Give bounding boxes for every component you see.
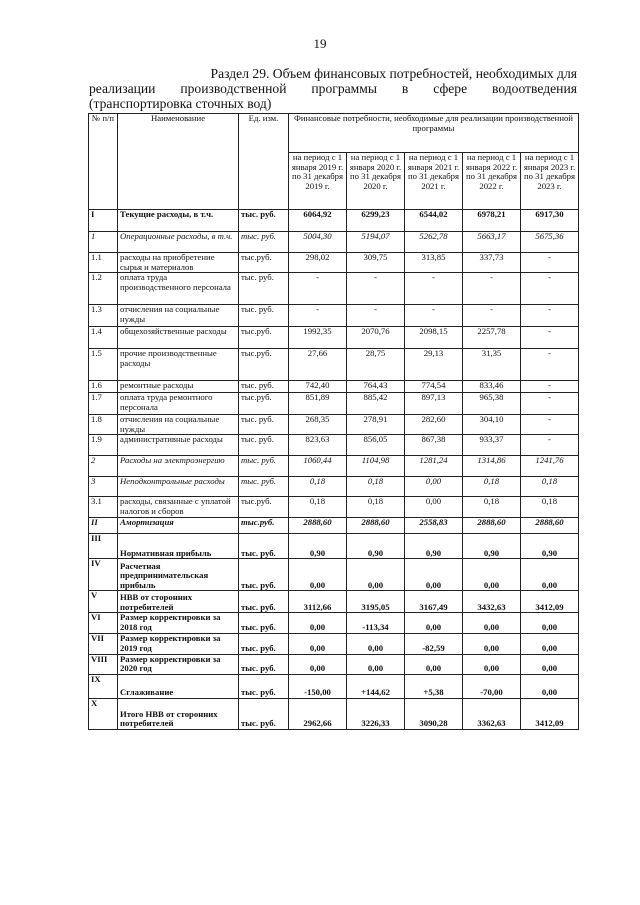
row-name: Операционные расходы, в т.ч. (118, 232, 239, 253)
row-unit: тыс. руб. (239, 633, 289, 654)
financial-needs-table (88, 113, 579, 730)
row-unit: тыс. руб. (239, 435, 289, 456)
page-number: 19 (313, 36, 327, 51)
row-name: Размер корректировки за 2019 год (118, 633, 239, 654)
row-value: 0,00 (521, 654, 579, 674)
row-value: 304,10 (463, 415, 521, 435)
table-row (89, 435, 579, 456)
row-value: 0,18 (289, 477, 347, 497)
row-value: 2098,15 (405, 327, 463, 349)
row-value: 0,90 (405, 534, 463, 559)
table-row (89, 698, 579, 729)
row-value: 3412,09 (521, 698, 579, 729)
row-value: 0,18 (521, 497, 579, 518)
row-unit: тыс. руб. (239, 559, 289, 591)
row-number: IX (89, 674, 118, 698)
row-value: 5262,78 (405, 232, 463, 253)
row-value: 0,00 (289, 633, 347, 654)
row-value: 1104,98 (347, 456, 405, 477)
row-value: 268,35 (289, 415, 347, 435)
row-value: 3412,09 (521, 591, 579, 613)
row-value: 851,89 (289, 393, 347, 415)
row-value: 0,00 (405, 559, 463, 591)
row-value: 278,91 (347, 415, 405, 435)
row-value: 0,00 (463, 613, 521, 633)
row-unit: тыс.руб. (239, 518, 289, 534)
period-header: на период с 1 января 2019 г. по 31 декабря 2019 г. (289, 153, 347, 210)
row-unit: тыс. руб. (239, 654, 289, 674)
row-value: 3167,49 (405, 591, 463, 613)
row-value: 6064,92 (289, 210, 347, 232)
row-number: 1.9 (89, 435, 118, 456)
row-value: 2070,76 (347, 327, 405, 349)
row-number: 1.8 (89, 415, 118, 435)
row-unit: тыс. руб. (239, 698, 289, 729)
table-row (89, 327, 579, 349)
row-unit: тыс. руб. (239, 674, 289, 698)
row-value: 774,54 (405, 381, 463, 393)
row-number: 3 (89, 477, 118, 497)
header-row (89, 114, 579, 153)
table-row (89, 415, 579, 435)
row-value: 0,00 (521, 674, 579, 698)
row-value: 298,02 (289, 253, 347, 273)
row-unit: тыс.руб. (239, 327, 289, 349)
row-number: V (89, 591, 118, 613)
row-name: Расчетная предпринимательская прибыль (118, 559, 239, 591)
row-number: VIII (89, 654, 118, 674)
row-number: VI (89, 613, 118, 633)
row-number: 1.5 (89, 349, 118, 381)
row-name: Сглаживание (118, 674, 239, 698)
table-row (89, 518, 579, 534)
table-row (89, 497, 579, 518)
row-name: общехозяйственные расходы (118, 327, 239, 349)
row-value: 0,00 (347, 633, 405, 654)
col-name-header: Наименование (118, 114, 239, 210)
group-header: Финансовые потребности, необходимые для реализации производственной программы (289, 114, 579, 153)
row-value: 0,00 (405, 477, 463, 497)
row-name: прочие производственные расходы (118, 349, 239, 381)
row-value: - (347, 273, 405, 305)
row-value: 5663,17 (463, 232, 521, 253)
row-unit: тыс. руб. (239, 273, 289, 305)
row-unit: тыс. руб. (239, 534, 289, 559)
period-header: на период с 1 января 2023 г. по 31 декабря 2023 г. (521, 153, 579, 210)
row-name: административные расходы (118, 435, 239, 456)
row-number: 1.4 (89, 327, 118, 349)
row-value: 2888,60 (347, 518, 405, 534)
section-heading (89, 66, 577, 111)
row-unit: тыс. руб. (239, 415, 289, 435)
row-value: 0,90 (289, 534, 347, 559)
row-value: 3090,28 (405, 698, 463, 729)
row-value: - (347, 305, 405, 327)
row-value: 0,00 (347, 559, 405, 591)
row-value: 0,00 (405, 654, 463, 674)
row-value: 856,05 (347, 435, 405, 456)
heading-word: водоотведения (492, 81, 577, 96)
row-value: 2888,60 (463, 518, 521, 534)
row-value: 0,00 (521, 633, 579, 654)
row-value: 31,35 (463, 349, 521, 381)
row-value: - (521, 415, 579, 435)
row-unit: тыс.руб. (239, 497, 289, 518)
row-value: 965,38 (463, 393, 521, 415)
row-value: 2888,60 (289, 518, 347, 534)
row-value: - (289, 273, 347, 305)
row-number: 1.2 (89, 273, 118, 305)
row-name: расходы на приобретение сырья и материалов (118, 253, 239, 273)
row-value: 0,18 (289, 497, 347, 518)
row-value: 3362,63 (463, 698, 521, 729)
row-name: Амортизация (118, 518, 239, 534)
row-name: оплата труда ремонтного персонала (118, 393, 239, 415)
row-value: - (521, 435, 579, 456)
row-value: 29,13 (405, 349, 463, 381)
row-value: 0,00 (405, 613, 463, 633)
table-row (89, 633, 579, 654)
row-value: 764,43 (347, 381, 405, 393)
table-row (89, 349, 579, 381)
row-value: 6917,30 (521, 210, 579, 232)
row-value: 2257,78 (463, 327, 521, 349)
row-name: Размер корректировки за 2020 год (118, 654, 239, 674)
row-name: ремонтные расходы (118, 381, 239, 393)
row-name: расходы, связанные с уплатой налогов и сборов (118, 497, 239, 518)
row-value: 0,00 (289, 559, 347, 591)
row-number: 1.1 (89, 253, 118, 273)
row-value: 0,00 (521, 613, 579, 633)
row-name: отчисления на социальные нужды (118, 305, 239, 327)
row-value: 1241,76 (521, 456, 579, 477)
row-value: - (521, 381, 579, 393)
row-name: Текущие расходы, в т.ч. (118, 210, 239, 232)
row-unit: тыс.руб. (239, 253, 289, 273)
table-row (89, 273, 579, 305)
row-value: 6978,21 (463, 210, 521, 232)
row-value: 0,00 (463, 559, 521, 591)
row-value: - (463, 305, 521, 327)
row-value: 0,00 (463, 633, 521, 654)
row-unit: тыс. руб. (239, 477, 289, 497)
heading-line-3: (транспортировка сточных вод) (89, 96, 272, 111)
row-value: - (405, 305, 463, 327)
row-value: -82,59 (405, 633, 463, 654)
row-value: 0,00 (405, 497, 463, 518)
row-number: X (89, 698, 118, 729)
row-value: -70,00 (463, 674, 521, 698)
heading-line-1: Раздел 29. Объем финансовых потребностей, необходимых для (210, 66, 577, 81)
row-value: 282,60 (405, 415, 463, 435)
row-value: 1060,44 (289, 456, 347, 477)
row-value: 28,75 (347, 349, 405, 381)
heading-word: сфере (433, 81, 468, 96)
row-number: 1.7 (89, 393, 118, 415)
period-header: на период с 1 января 2020 г. по 31 декабря 2020 г. (347, 153, 405, 210)
row-name: Итого НВВ от сторонних потребителей (118, 698, 239, 729)
heading-word: производственной (180, 81, 287, 96)
table-row (89, 591, 579, 613)
row-value: 0,00 (347, 654, 405, 674)
row-value: - (521, 305, 579, 327)
row-value: - (521, 253, 579, 273)
row-value: 1281,24 (405, 456, 463, 477)
row-value: 933,37 (463, 435, 521, 456)
row-value: - (521, 349, 579, 381)
row-name: Размер корректировки за 2018 год (118, 613, 239, 633)
row-unit: тыс. руб. (239, 613, 289, 633)
table-row (89, 477, 579, 497)
col-unit-header: Ед. изм. (239, 114, 289, 210)
row-value: 27,66 (289, 349, 347, 381)
row-value: 823,63 (289, 435, 347, 456)
row-number: 1.3 (89, 305, 118, 327)
row-name: Неподконтрольные расходы (118, 477, 239, 497)
row-value: 0,18 (463, 497, 521, 518)
row-value: 833,46 (463, 381, 521, 393)
table-row (89, 232, 579, 253)
row-value: 867,38 (405, 435, 463, 456)
row-number: 1 (89, 232, 118, 253)
row-value: 3432,63 (463, 591, 521, 613)
row-value: - (521, 393, 579, 415)
row-value: - (521, 273, 579, 305)
row-number: 3.1 (89, 497, 118, 518)
table-row (89, 534, 579, 559)
table-body (89, 210, 579, 730)
row-number: IV (89, 559, 118, 591)
row-value: 3112,66 (289, 591, 347, 613)
table-row (89, 613, 579, 633)
row-name: Нормативная прибыль (118, 534, 239, 559)
row-name: оплата труда производственного персонала (118, 273, 239, 305)
table-row (89, 210, 579, 232)
row-unit: тыс. руб. (239, 381, 289, 393)
row-value: 6299,23 (347, 210, 405, 232)
row-number: 1.6 (89, 381, 118, 393)
row-number: II (89, 518, 118, 534)
row-value: 0,00 (289, 613, 347, 633)
row-value: 5194,07 (347, 232, 405, 253)
row-name: отчисления на социальные нужды (118, 415, 239, 435)
row-value: -150,00 (289, 674, 347, 698)
row-value: +144,62 (347, 674, 405, 698)
row-name: НВВ от сторонних потребителей (118, 591, 239, 613)
row-value: 0,00 (521, 559, 579, 591)
row-number: 2 (89, 456, 118, 477)
row-number: VII (89, 633, 118, 654)
row-value: 2888,60 (521, 518, 579, 534)
period-header: на период с 1 января 2022 г. по 31 декабря 2022 г. (463, 153, 521, 210)
row-unit: тыс. руб. (239, 210, 289, 232)
col-num-header: № п/п (89, 114, 118, 210)
row-unit: тыс.руб. (239, 349, 289, 381)
row-value: 337,73 (463, 253, 521, 273)
row-value: 0,90 (347, 534, 405, 559)
row-unit: тыс. руб. (239, 305, 289, 327)
row-value: - (289, 305, 347, 327)
row-value: 6544,02 (405, 210, 463, 232)
table-row (89, 559, 579, 591)
heading-word: в (401, 81, 409, 96)
row-unit: тыс. руб. (239, 591, 289, 613)
table-row (89, 674, 579, 698)
heading-word: программы (311, 81, 378, 96)
row-value: +5,38 (405, 674, 463, 698)
row-unit: тыс. руб. (239, 232, 289, 253)
row-value: 897,13 (405, 393, 463, 415)
row-value: 3226,33 (347, 698, 405, 729)
row-value: 0,00 (463, 654, 521, 674)
row-unit: тыс.руб. (239, 393, 289, 415)
row-name: Расходы на электроэнергию (118, 456, 239, 477)
period-header: на период с 1 января 2021 г. по 31 декабря 2021 г. (405, 153, 463, 210)
table-row (89, 393, 579, 415)
row-value: 313,85 (405, 253, 463, 273)
table-row (89, 654, 579, 674)
row-value: 742,40 (289, 381, 347, 393)
row-value: - (405, 273, 463, 305)
row-number: III (89, 534, 118, 559)
row-value: - (463, 273, 521, 305)
row-value: 2558,83 (405, 518, 463, 534)
row-value: 0,90 (463, 534, 521, 559)
row-value: 1992,35 (289, 327, 347, 349)
heading-word: реализации (89, 81, 156, 96)
row-value: 309,75 (347, 253, 405, 273)
row-value: 1314,86 (463, 456, 521, 477)
row-value: 5675,36 (521, 232, 579, 253)
row-value: 0,18 (463, 477, 521, 497)
row-value: 885,42 (347, 393, 405, 415)
row-value: -113,34 (347, 613, 405, 633)
row-value: 0,18 (521, 477, 579, 497)
row-value: 5004,30 (289, 232, 347, 253)
row-value: 0,18 (347, 477, 405, 497)
row-value: 3195,05 (347, 591, 405, 613)
heading-line-2 (89, 81, 577, 96)
row-value: 0,90 (521, 534, 579, 559)
row-value: 2962,66 (289, 698, 347, 729)
table-row (89, 381, 579, 393)
row-number: I (89, 210, 118, 232)
table-row (89, 305, 579, 327)
table-row (89, 456, 579, 477)
row-value: - (521, 327, 579, 349)
row-value: 0,00 (289, 654, 347, 674)
row-unit: тыс. руб. (239, 456, 289, 477)
row-value: 0,18 (347, 497, 405, 518)
table-row (89, 253, 579, 273)
